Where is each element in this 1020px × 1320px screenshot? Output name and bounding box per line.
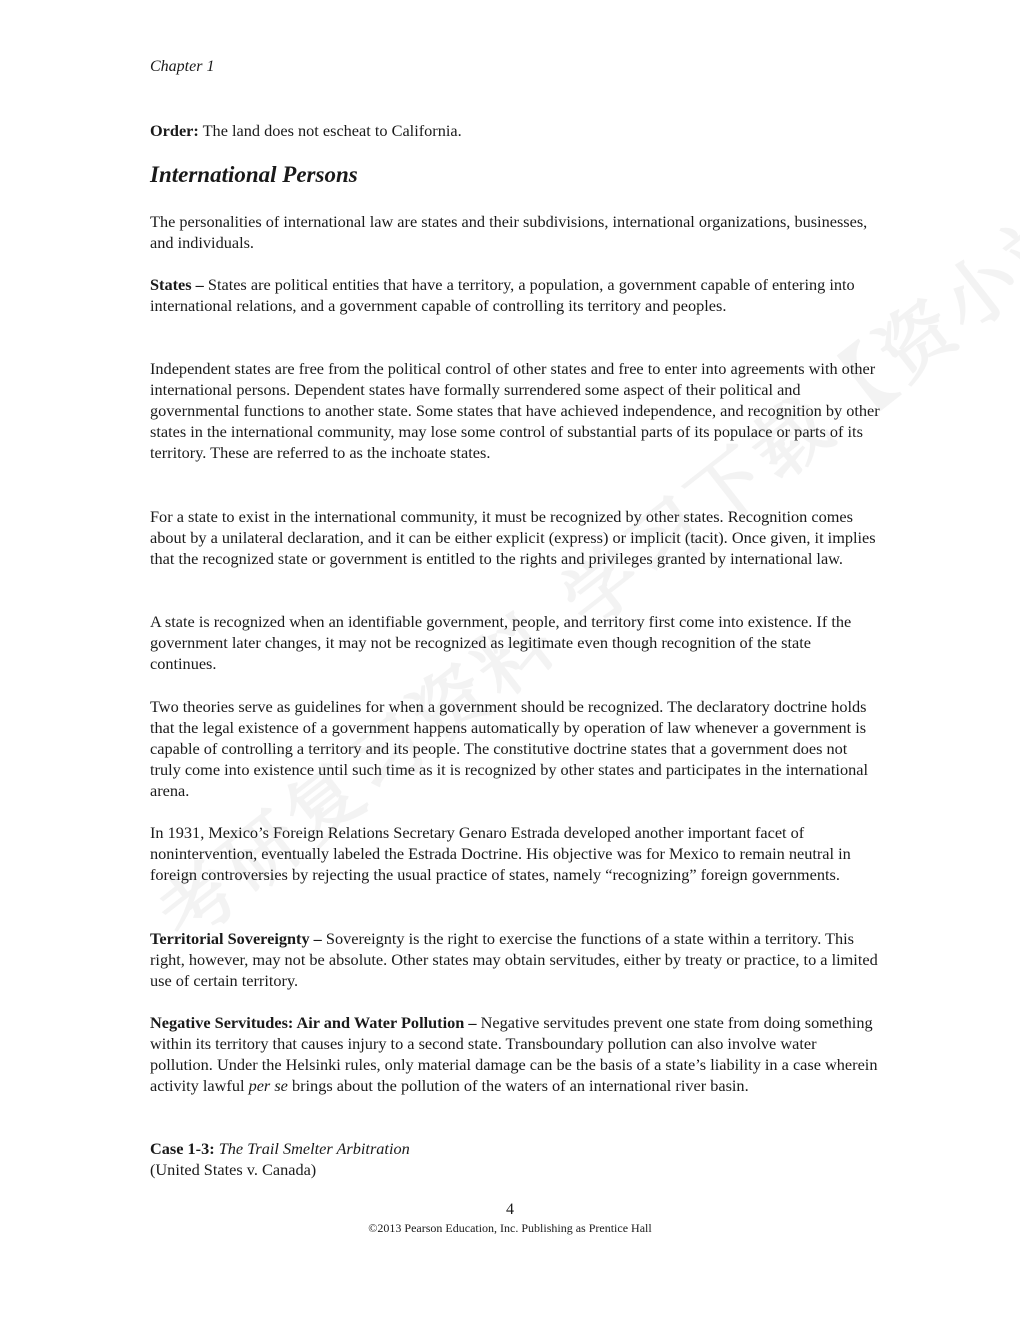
independent-states-paragraph: Independent states are free from the political control of other states and free to enter into agreements with other international persons. Dependent states have formally surrendered some aspect of their political and governmental functions to another state. Some states that have achieved independence, and recognition by other states in the international community, may lose some control of substantial parts of its populace or parts of its territory. These are referred to as the inchoate states. — [150, 359, 880, 462]
negative-italic: per se — [248, 1076, 288, 1095]
section-heading: International Persons — [150, 162, 358, 187]
recognition-paragraph: For a state to exist in the international community, it must be recognized by other states. Recognition comes about by a unilateral declaration, and it can be either explicit (express) or implicit (tacit). Once given, it implies that the recognized state or government is entitled to the rights and privileges granted by international law. — [150, 507, 876, 568]
states-text: States are political entities that have a territory, a population, a government capable of entering into international relations, and a government capable of controlling its territory and peoples. — [150, 275, 855, 315]
territorial-sovereignty-paragraph — [150, 928, 880, 991]
page-footer — [0, 1200, 1020, 1236]
negative-servitudes-paragraph — [150, 1012, 880, 1096]
states-paragraph — [150, 274, 880, 316]
order-paragraph — [150, 120, 880, 141]
territorial-text: Sovereignty is the right to exercise the functions of a state within a territory. This right, however, may not be absolute. Other states may obtain servitudes, either by treaty or practice, to a limited use of certain territory. — [150, 929, 878, 990]
order-text: The land does not escheat to California. — [198, 121, 462, 140]
chapter-header: Chapter 1 — [150, 58, 215, 75]
states-label: States – — [150, 275, 204, 294]
negative-label: Negative Servitudes: Air and Water Pollution – — [150, 1013, 477, 1032]
intro-paragraph: The personalities of international law are states and their subdivisions, international organizations, businesses, and individuals. — [150, 212, 868, 252]
copyright-notice: ©2013 Pearson Education, Inc. Publishing as Prentice Hall — [368, 1221, 652, 1235]
negative-text-after: brings about the pollution of the waters of an international river basin. — [287, 1076, 749, 1095]
estrada-paragraph: In 1931, Mexico’s Foreign Relations Secretary Genaro Estrada developed another important facet of nonintervention, eventually labeled the Estrada Doctrine. His objective was for Mexico to remain neutral in foreign controversies by rejecting the usual practice of states, namely “recognizing” foreign governments. — [150, 823, 851, 884]
territorial-label: Territorial Sovereignty – — [150, 929, 322, 948]
case-label: Case 1-3: — [150, 1139, 215, 1158]
negative-text-before: Negative servitudes prevent one state from doing something within its territory that causes injury to a second state. Transboundary pollution can also involve water pollution. Under the Helsinki rules, only material damage can be the basis of a state’s liability in a case wherein activity lawful — [150, 1013, 878, 1095]
recognized-state-paragraph: A state is recognized when an identifiable government, people, and territory first come into existence. If the government later changes, it may not be recognized as legitimate even though recognition of the state continues. — [150, 612, 852, 673]
page-number: 4 — [506, 1201, 514, 1218]
theories-paragraph: Two theories serve as guidelines for when a government should be recognized. The declaratory doctrine holds that the legal existence of a government happens automatically by operation of law whenever a government is capable of controlling a territory and its people. The constitutive doctrine states that a government does not truly come into existence until such time as it is recognized by other states and participates in the international arena. — [150, 697, 868, 800]
order-label: Order: — [150, 121, 199, 140]
case-paragraph — [150, 1138, 880, 1180]
case-parties: (United States v. Canada) — [150, 1160, 317, 1179]
case-title: The Trail Smelter Arbitration — [214, 1139, 410, 1158]
